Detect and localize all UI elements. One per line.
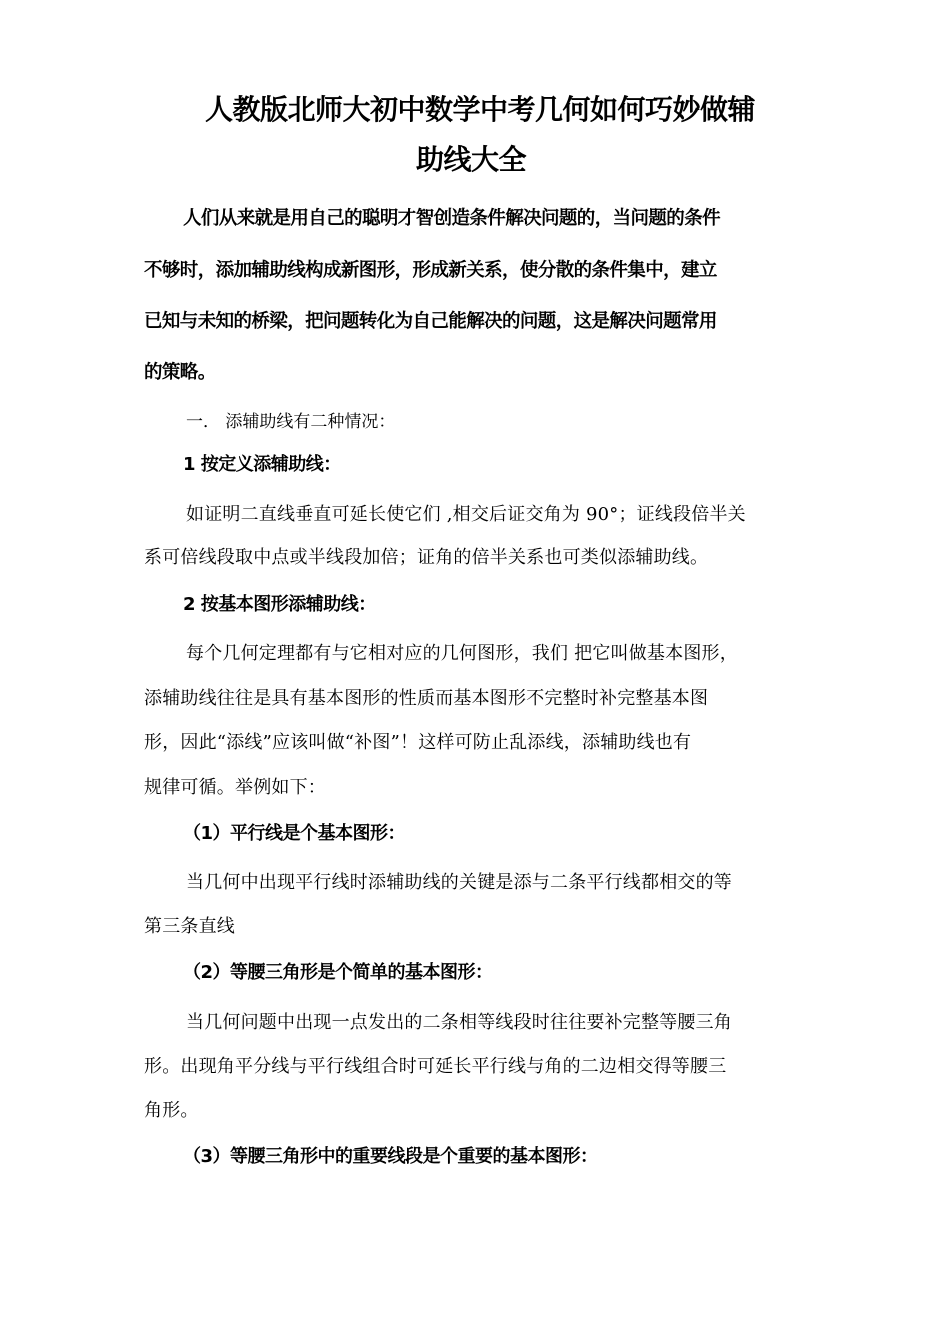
item-heading: （2）等腰三角形是个简单的基本图形：	[183, 962, 493, 983]
paragraph-line: 每个几何定理都有与它相对应的几何图形，我们 把它叫做基本图形，	[186, 643, 738, 664]
paragraph-line: 如证明二直线垂直可延长使它们 ,相交后证交角为 90°；证线段倍半关	[186, 504, 746, 525]
paragraph-line: 当几何中出现平行线时添辅助线的关键是添与二条平行线都相交的等	[186, 872, 732, 893]
intro-paragraph-line: 的策略。	[144, 362, 216, 383]
paragraph-line: 第三条直线	[144, 916, 235, 937]
intro-paragraph-line: 已知与未知的桥梁，把问题转化为自己能解决的问题，这是解决问题常用	[144, 311, 717, 332]
paragraph-line: 当几何问题中出现一点发出的二条相等线段时往往要补完整等腰三角	[186, 1012, 732, 1033]
paragraph-line: 系可倍线段取中点或半线段加倍；证角的倍半关系也可类似添辅助线。	[144, 547, 709, 568]
paragraph-line: 角形。	[144, 1100, 199, 1121]
paragraph-line: 规律可循。举例如下：	[144, 777, 326, 798]
section-heading: 一． 添辅助线有二种情况：	[186, 412, 396, 432]
subsection-heading: 2 按基本图形添辅助线：	[183, 594, 376, 615]
item-heading: （3）等腰三角形中的重要线段是个重要的基本图形：	[183, 1146, 598, 1167]
paragraph-line: 添辅助线往往是具有基本图形的性质而基本图形不完整时补完整基本图	[144, 688, 709, 709]
intro-paragraph-line: 不够时，添加辅助线构成新图形，形成新关系，使分散的条件集中，建立	[144, 260, 717, 281]
intro-paragraph-line: 人们从来就是用自己的聪明才智创造条件解决问题的，当问题的条件	[183, 208, 721, 229]
paragraph-line: 形。出现角平分线与平行线组合时可延长平行线与角的二边相交得等腰三	[144, 1056, 727, 1077]
document-title-line-1: 人教版北师大初中数学中考几何如何巧妙做辅	[205, 93, 756, 126]
paragraph-line: 形，因此“添线”应该叫做“补图”！这样可防止乱添线，添辅助线也有	[144, 732, 692, 753]
item-heading: （1）平行线是个基本图形：	[183, 823, 406, 844]
subsection-heading: 1 按定义添辅助线：	[183, 454, 341, 475]
document-title-line-2: 助线大全	[416, 143, 527, 176]
